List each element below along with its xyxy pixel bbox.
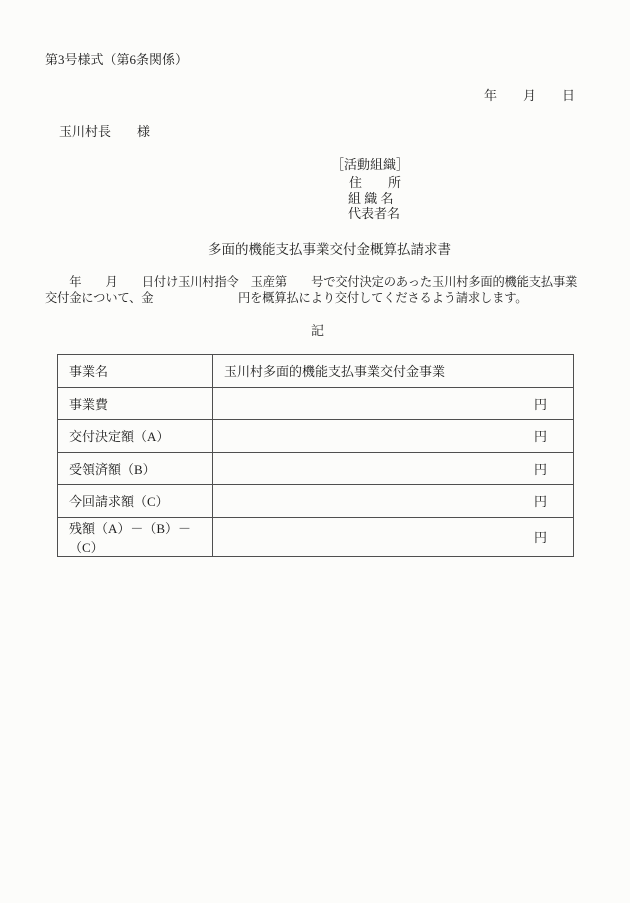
table-row-project-cost [58, 387, 574, 420]
row-value-inner [213, 361, 573, 380]
row-value-inner [213, 459, 573, 478]
table-row-grant-decision-amount [58, 420, 574, 453]
grant-details-table [57, 354, 574, 557]
table-row-remaining-amount [58, 517, 574, 556]
row-value-cell [213, 420, 574, 453]
table-row-current-request-amount [58, 485, 574, 518]
request-body-line-2: 交付金について、金 円を概算払により交付してくださるよう請求します。 [45, 291, 528, 305]
row-value-inner [213, 394, 573, 413]
row-label: 今回請求額（C） [58, 485, 213, 518]
row-label: 事業名 [58, 355, 213, 388]
row-value-inner [213, 426, 573, 445]
request-body-line-1: 年 月 日付け玉川村指令 玉産第 号で交付決定のあった玉川村多面的機能支払事業 [45, 275, 578, 289]
unit-label: 円 [533, 396, 547, 412]
document-title: 多面的機能支払事業交付金概算払請求書 [208, 242, 451, 257]
row-value-cell [213, 387, 574, 420]
row-value-cell [213, 452, 574, 485]
organization-block-label: ［活動組織］ [331, 157, 410, 172]
row-label: 交付決定額（A） [58, 420, 213, 453]
row-value-inner [213, 527, 573, 546]
row-label: 事業費 [58, 387, 213, 420]
note-marker: 記 [311, 323, 325, 338]
row-value-cell [213, 485, 574, 518]
unit-label: 円 [533, 429, 547, 445]
row-label: 残額（A）－（B）－（C） [58, 517, 213, 556]
table-row-received-amount [58, 452, 574, 485]
grant-table-body [58, 355, 574, 557]
representative-name-field-label: 代表者名 [348, 206, 401, 221]
row-value-cell [213, 355, 574, 388]
unit-label: 円 [533, 530, 547, 545]
unit-label: 円 [533, 494, 547, 510]
form-number: 第3号様式（第6条関係） [45, 52, 189, 67]
row-value-inner [213, 491, 573, 510]
unit-label: 円 [533, 461, 547, 477]
addressee-line: 玉川村長 様 [59, 124, 151, 139]
organization-name-field-label: 組 織 名 [348, 190, 394, 206]
table-row-project-name [58, 355, 574, 388]
date-line: 年 月 日 [484, 88, 576, 103]
row-label: 受領済額（B） [58, 452, 213, 485]
cell-value: 玉川村多面的機能支払事業交付金事業 [224, 364, 446, 380]
row-value-cell [213, 517, 574, 556]
address-field-label: 住 所 [349, 175, 402, 190]
